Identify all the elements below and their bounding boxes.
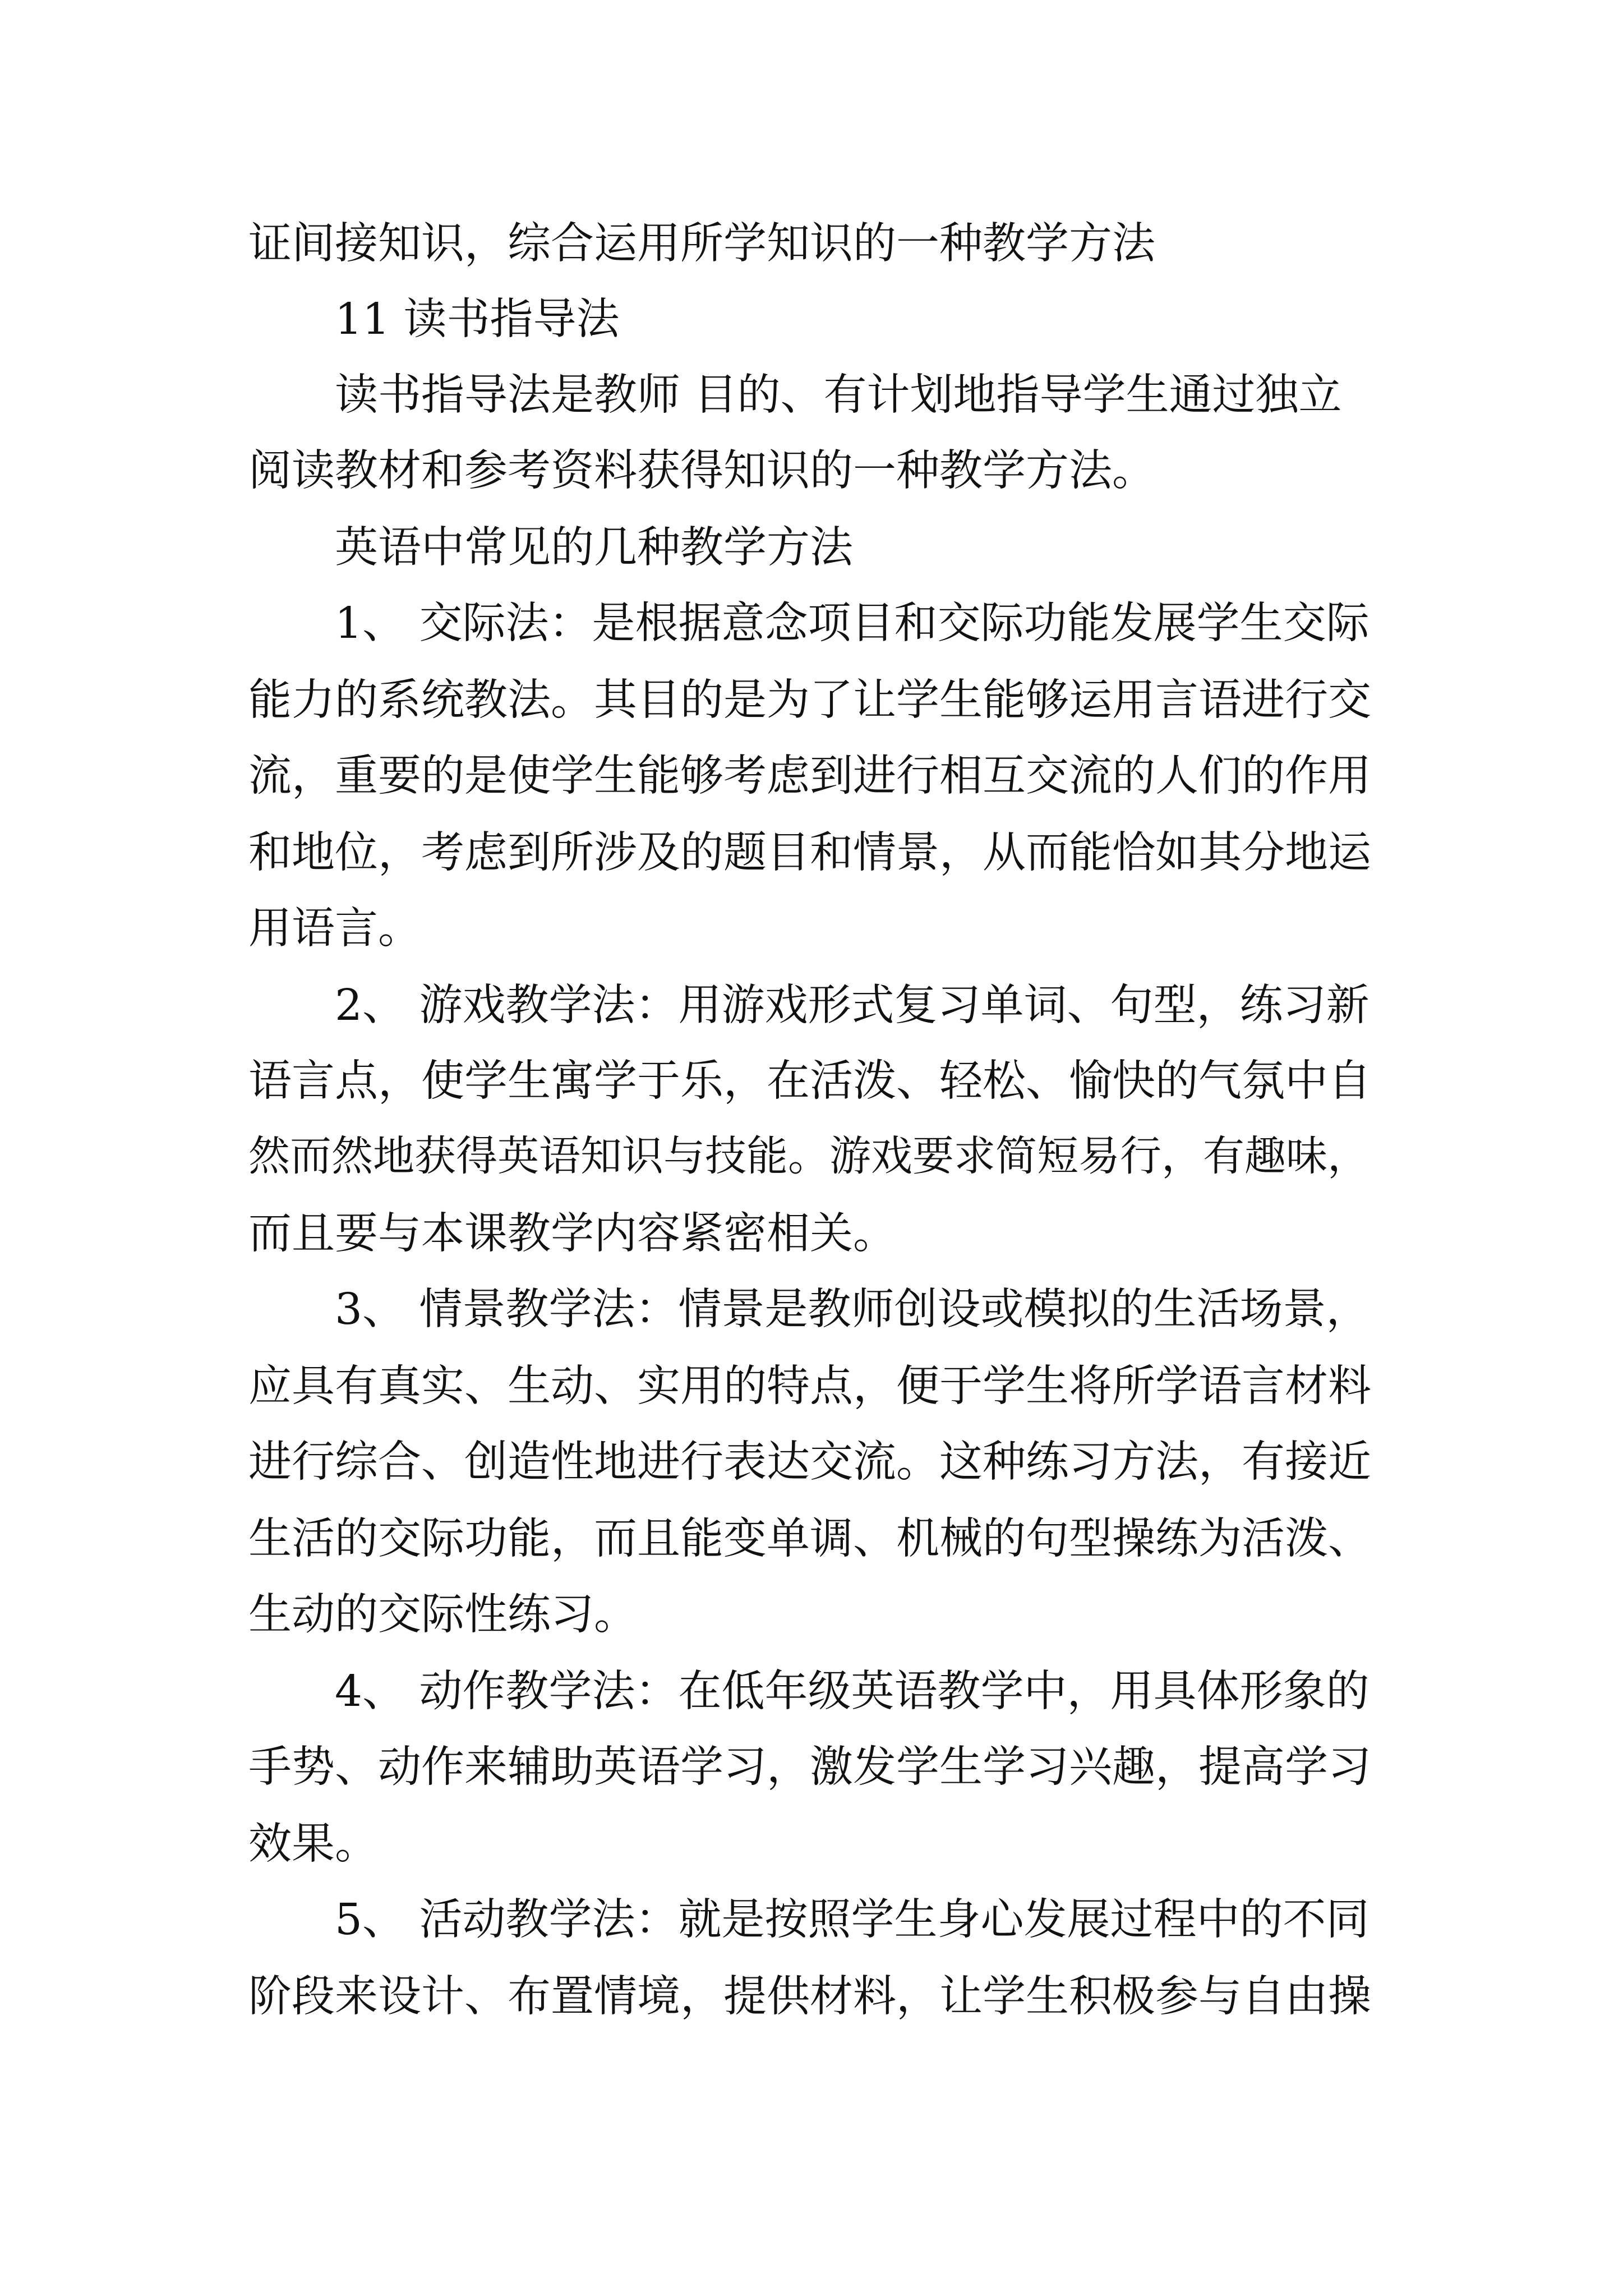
text-line-20: 4、 动作教学法：在低年级英语教学中，用具体形象的 xyxy=(335,1667,1370,1717)
text-line-10: 用语言。 xyxy=(248,904,421,954)
text-line-24: 阶段来设计、布置情境，提供材料，让学生积极参与自由操 xyxy=(248,1972,1371,2022)
text-line-23: 5、 活动教学法：就是按照学生身心发展过程中的不同 xyxy=(335,1895,1370,1945)
text-line-4: 阅读教材和参考资料获得知识的一种教学方法。 xyxy=(248,446,1155,496)
text-line-18: 生活的交际功能，而且能变单调、机械的句型操练为活泼、 xyxy=(248,1514,1371,1564)
text-line-17: 进行综合、创造性地进行表达交流。这种练习方法，有接近 xyxy=(248,1437,1371,1487)
text-line-3: 读书指导法是教师 目的、有计划地指导学生通过独立 xyxy=(335,370,1342,420)
text-line-11: 2、 游戏教学法：用游戏形式复习单词、句型，练习新 xyxy=(335,981,1370,1030)
text-line-13: 然而然地获得英语知识与技能。游戏要求简短易行，有趣味， xyxy=(248,1132,1369,1180)
text-line-16: 应具有真实、生动、实用的特点，便于学生将所学语言材料 xyxy=(248,1361,1371,1411)
text-line-14: 而且要与本课教学内容紧密相关。 xyxy=(248,1209,896,1259)
text-line-15: 3、 情景教学法：情景是教师创设或模拟的生活场景， xyxy=(335,1285,1370,1335)
text-line-6: 1、 交际法：是根据意念项目和交际功能发展学生交际 xyxy=(335,599,1370,648)
text-line-12: 语言点，使学生寓学于乐，在活泼、轻松、愉快的气氛中自 xyxy=(248,1056,1371,1106)
text-line-8: 流，重要的是使学生能够考虑到进行相互交流的人们的作用 xyxy=(248,751,1371,801)
text-line-1: 证间接知识，综合运用所学知识的一种教学方法 xyxy=(248,219,1155,269)
text-line-9: 和地位，考虑到所涉及的题目和情景，从而能恰如其分地运 xyxy=(248,828,1371,878)
text-line-19: 生动的交际性练习。 xyxy=(248,1590,637,1640)
text-line-2: 11 读书指导法 xyxy=(335,295,620,344)
text-line-22: 效果。 xyxy=(248,1819,378,1869)
text-line-5: 英语中常见的几种教学方法 xyxy=(335,523,853,573)
text-line-7: 能力的系统教法。其目的是为了让学生能够运用言语进行交 xyxy=(248,675,1371,725)
text-line-21: 手势、动作来辅助英语学习，激发学生学习兴趣，提高学习 xyxy=(248,1742,1371,1792)
